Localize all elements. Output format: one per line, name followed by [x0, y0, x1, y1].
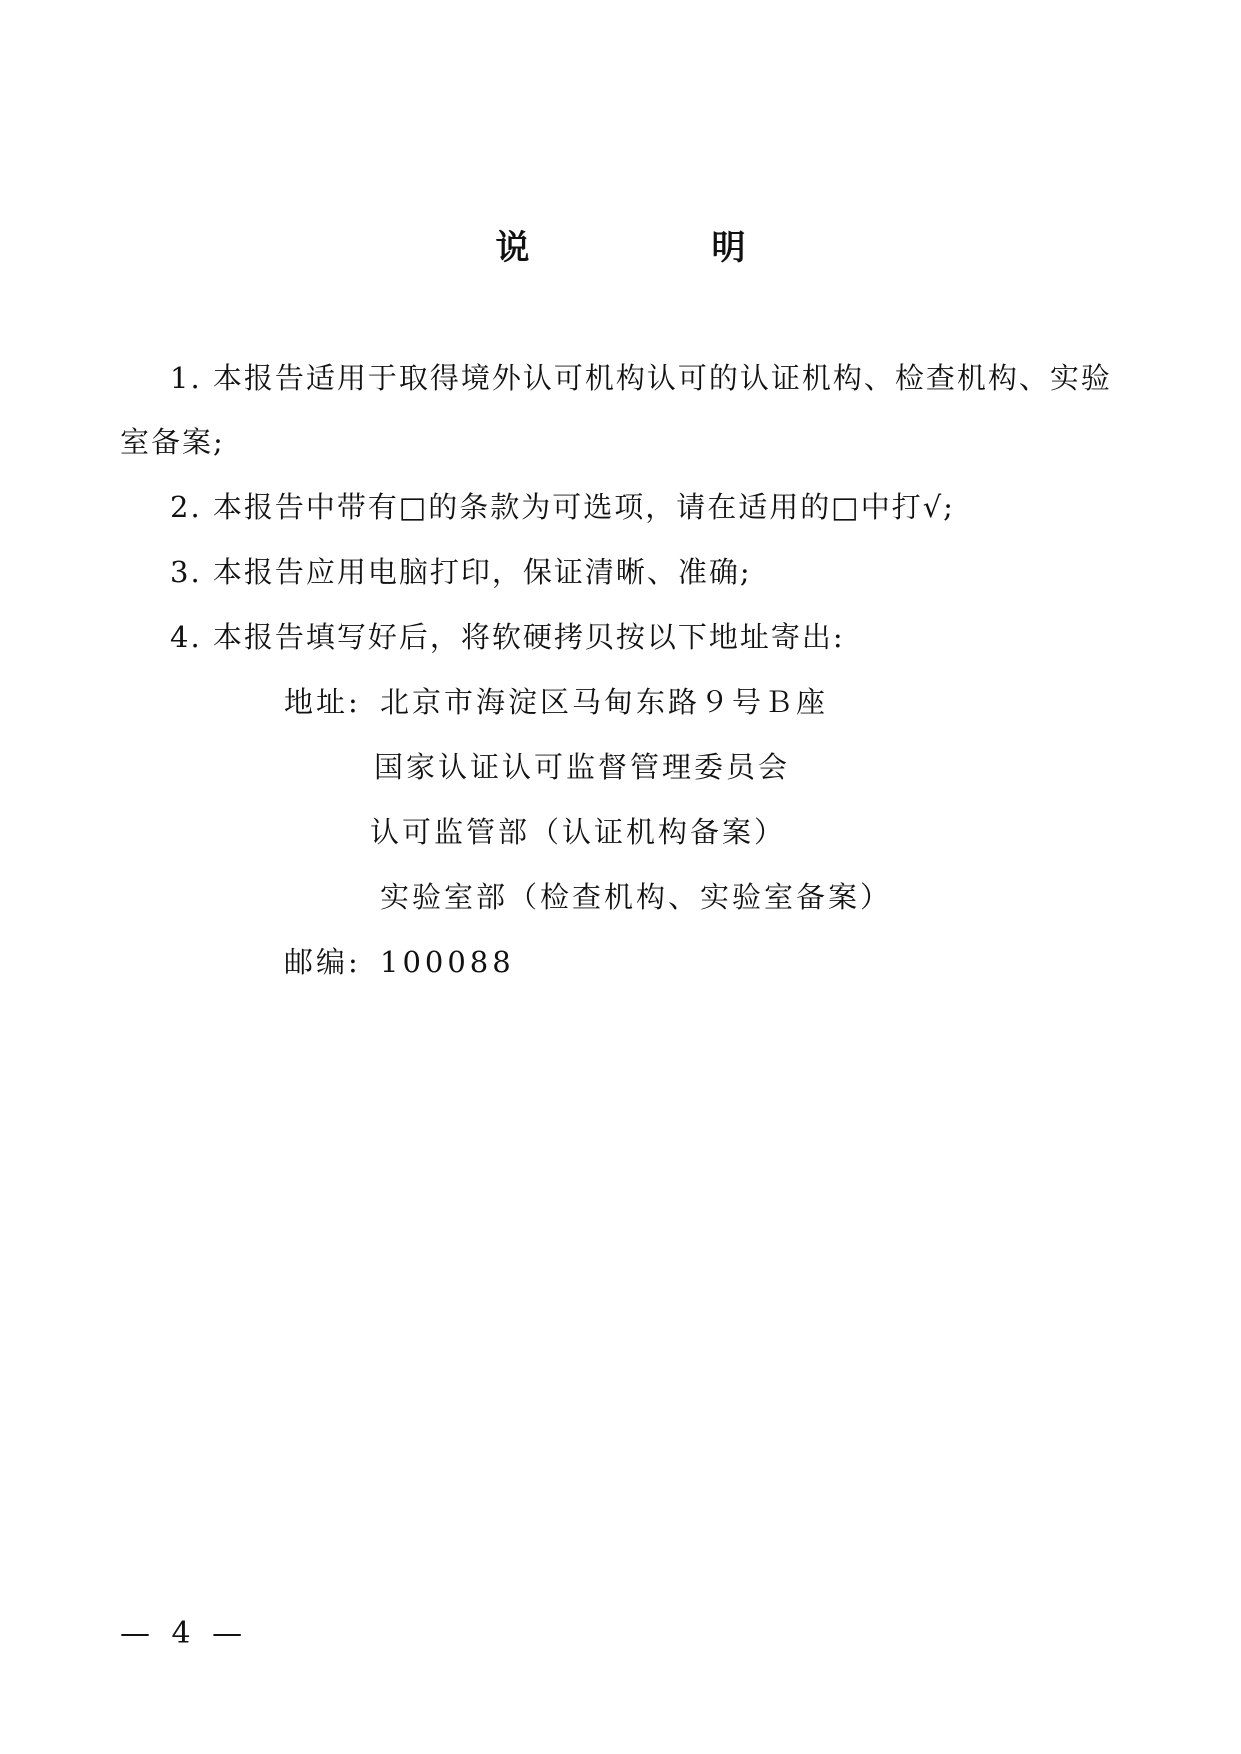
list-item-4 [170, 605, 845, 669]
item-number: 1. [170, 361, 202, 395]
address-line-1: 北京市海淀区马甸东路９号Ｂ座 [380, 685, 829, 719]
page-number: — 4 — [120, 1616, 249, 1651]
item-number: 2. [170, 490, 202, 524]
page-title: 说 明 [495, 228, 820, 268]
address-line-3: 认可监管部（认证机构备案） [370, 815, 787, 849]
list-item-1-continuation: 室备案; [120, 425, 225, 459]
postcode-value: 100088 [380, 945, 515, 979]
postcode-label: 邮编: [284, 945, 361, 979]
item-text: 本报告应用电脑打印，保证清晰、准确; [212, 555, 752, 589]
item-number: 3. [170, 555, 202, 589]
address-line-4: 实验室部（检查机构、实验室备案） [380, 880, 893, 914]
list-item-2 [170, 475, 955, 539]
address-line-2: 国家认证认可监督管理委员会 [374, 750, 791, 784]
item-text: 本报告中带有□的条款为可选项，请在适用的□中打√; [212, 490, 955, 524]
list-item-1 [170, 346, 1112, 410]
item-text: 本报告适用于取得境外认可机构认可的认证机构、检查机构、实验 [212, 361, 1112, 395]
item-text: 本报告填写好后，将软硬拷贝按以下地址寄出: [212, 620, 845, 654]
address-label: 地址: [284, 685, 361, 719]
list-item-3 [170, 540, 752, 604]
item-number: 4. [170, 620, 202, 654]
